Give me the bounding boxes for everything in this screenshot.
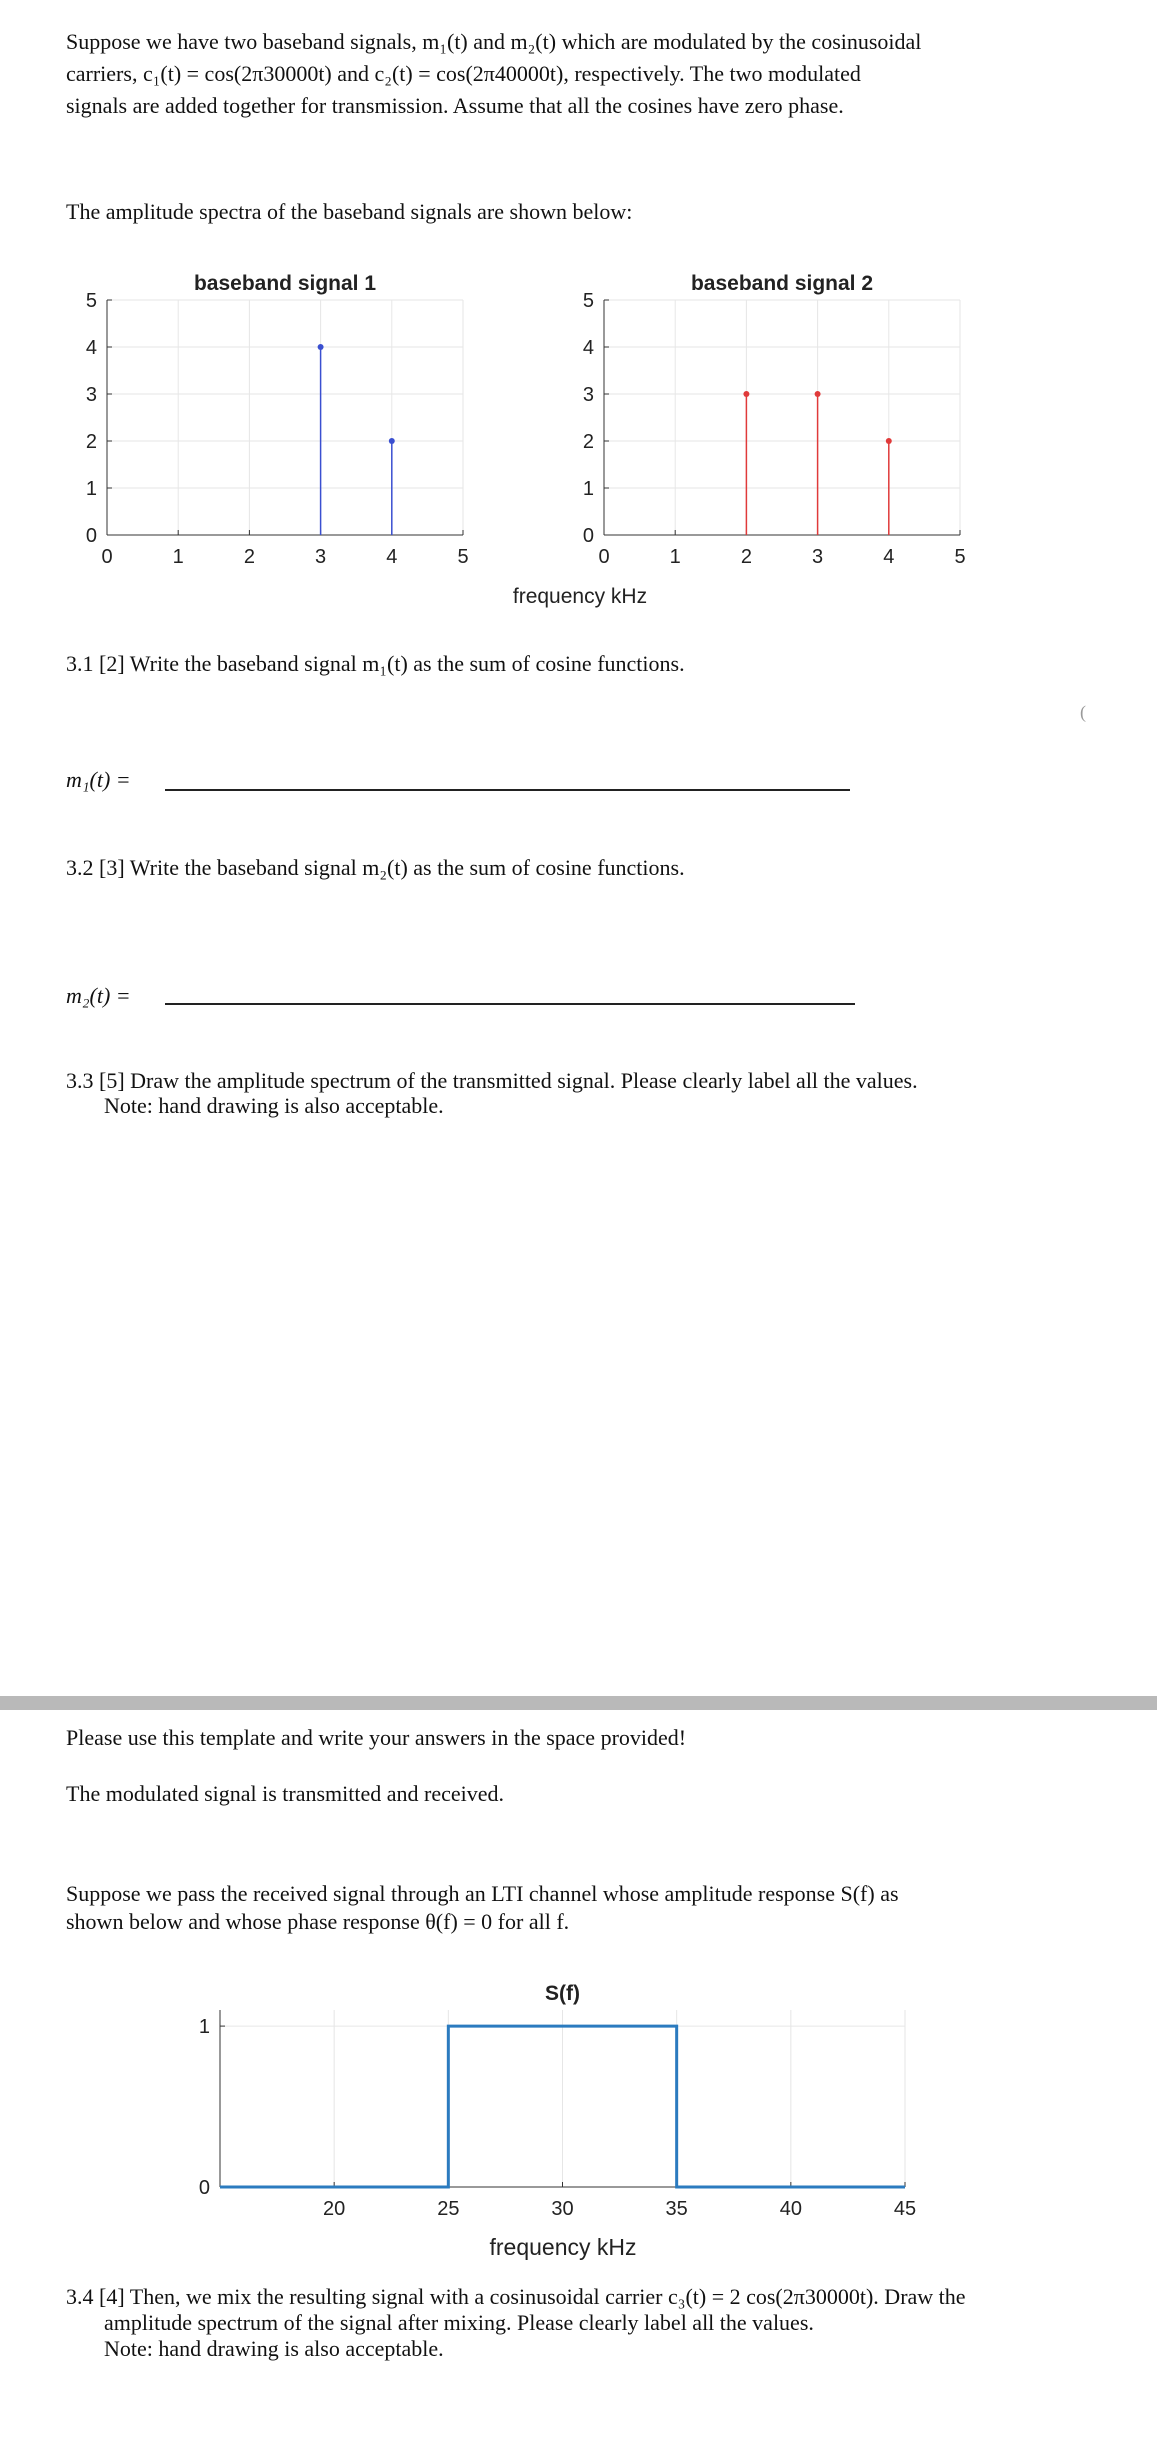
y-tick-label: 2 (85, 431, 97, 453)
y-tick-label: 3 (582, 384, 594, 406)
question-3-4-line-3: Note: hand drawing is also acceptable. (104, 2336, 444, 2361)
y-tick-label: 0 (198, 2177, 210, 2199)
x-tick-label: 1 (669, 546, 681, 568)
x-tick-label: 20 (323, 2198, 346, 2220)
chart-title: baseband signal 1 (193, 272, 377, 295)
template-note: Please use this template and write your answers in the space provided! (66, 1725, 687, 1750)
x-tick-label: 35 (665, 2198, 688, 2220)
question-3-2: 3.2 [3] Write the baseband signal m₂(t) as the sum of cosine functions. (66, 855, 685, 880)
stem-marker (743, 391, 749, 397)
y-tick-label: 1 (198, 2016, 210, 2039)
chart-title: baseband signal 2 (690, 272, 874, 295)
y-tick-label: 5 (582, 290, 594, 312)
x-tick-label: 2 (243, 546, 255, 568)
y-tick-label: 2 (582, 431, 594, 453)
y-tick-label: 5 (85, 290, 97, 312)
lti-line-1: Suppose we pass the received signal through an LTI channel whose amplitude response S(f) as (66, 1881, 899, 1906)
m1-answer-label: m₁(t) = (66, 767, 131, 792)
question-3-4-line-2: amplitude spectrum of the signal after mixing. Please clearly label all the values. (104, 2310, 814, 2335)
x-tick-label: 4 (883, 546, 895, 568)
m2-answer-label: m₂(t) = (66, 983, 131, 1008)
x-tick-label: 30 (551, 2198, 574, 2220)
y-tick-label: 4 (582, 337, 594, 359)
stem-marker (318, 344, 324, 350)
page-separator (0, 1696, 1157, 1710)
stem-marker (815, 391, 821, 397)
received-note: The modulated signal is transmitted and received. (66, 1781, 505, 1806)
y-tick-label: 0 (85, 525, 97, 547)
y-tick-label: 1 (85, 478, 97, 500)
y-tick-label: 0 (582, 525, 594, 547)
intro-line-3: signals are added together for transmission. Assume that all the cosines have zero phase. (66, 93, 844, 118)
channel-response-chart (0, 1965, 1157, 2265)
question-3-1: 3.1 [2] Write the baseband signal m₁(t) as the sum of cosine functions. (66, 651, 685, 676)
question-3-3: 3.3 [5] Draw the amplitude spectrum of the transmitted signal. Please clearly label all the values. (66, 1068, 918, 1093)
x-tick-label: 3 (812, 546, 824, 568)
x-tick-label: 1 (172, 546, 184, 568)
lti-line-2: shown below and whose phase response θ(f) = 0 for all f. (66, 1909, 570, 1934)
margin-mark: ( (1080, 702, 1086, 722)
x-tick-label: 5 (954, 546, 966, 568)
m1-answer-line[interactable] (165, 789, 850, 791)
y-tick-label: 1 (582, 478, 594, 500)
y-tick-label: 3 (85, 384, 97, 406)
spectra-intro: The amplitude spectra of the baseband signals are shown below: (66, 199, 633, 224)
x-tick-label: 4 (386, 546, 398, 568)
x-tick-label: 25 (437, 2198, 460, 2220)
x-tick-label: 40 (779, 2198, 802, 2220)
question-3-3-note: Note: hand drawing is also acceptable. (104, 1093, 444, 1118)
x-tick-label: 3 (315, 546, 327, 568)
x-tick-label: 0 (101, 546, 113, 568)
x-tick-label: 0 (598, 546, 610, 568)
x-tick-label: 5 (457, 546, 469, 568)
shared-x-label: frequency kHz (512, 585, 648, 608)
baseband-charts (0, 255, 1157, 615)
chart-title: S(f) (545, 1982, 580, 2005)
intro-line-1: Suppose we have two baseband signals, m₁(t) and m₂(t) which are modulated by the cosinusoidal (66, 29, 922, 54)
x-tick-label: 2 (740, 546, 752, 568)
x-axis-label: frequency kHz (489, 2234, 637, 2260)
s-of-f-chart (199, 1982, 916, 2260)
baseband-signal-1-chart (86, 272, 469, 568)
stem-marker (886, 438, 892, 444)
y-tick-label: 4 (85, 337, 97, 359)
stem-marker (389, 438, 395, 444)
baseband-signal-2-chart (583, 272, 966, 568)
x-tick-label: 45 (893, 2198, 917, 2220)
intro-line-2: carriers, c₁(t) = cos(2π30000t) and c₂(t) = cos(2π40000t), respectively. The two modulated (66, 61, 861, 86)
m2-answer-line[interactable] (165, 1003, 855, 1005)
question-3-4-line-1: 3.4 [4] Then, we mix the resulting signal with a cosinusoidal carrier c₃(t) = 2 cos(2π30000t). Draw the (66, 2284, 966, 2309)
